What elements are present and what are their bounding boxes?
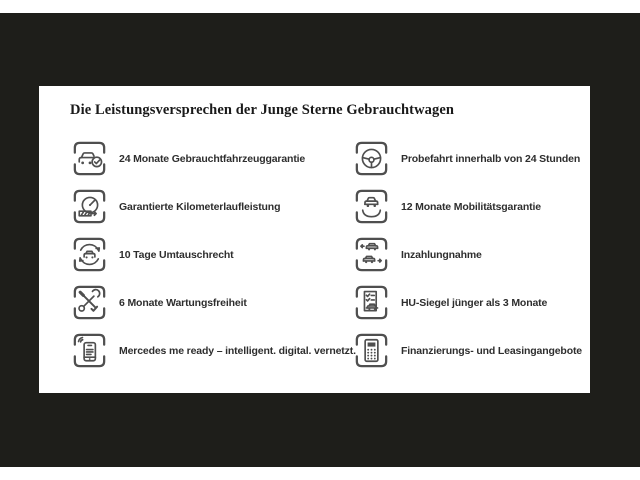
list-item: [350, 137, 582, 180]
item-label: Garantierte Kilometerlaufleistung: [119, 200, 281, 213]
list-item: [68, 329, 356, 372]
list-item: [350, 233, 582, 276]
top-white-strip: [0, 0, 640, 13]
item-label: Finanzierungs- und Leasingangebote: [401, 344, 582, 357]
item-label: 6 Monate Wartungsfreiheit: [119, 296, 247, 309]
car-exchange-icon: [68, 233, 111, 276]
right-column: [350, 137, 582, 377]
cars-trade-icon: [350, 233, 393, 276]
list-item: [350, 281, 582, 324]
item-label: HU-Siegel jünger als 3 Monate: [401, 296, 548, 309]
list-item: [68, 233, 356, 276]
steering-wheel-icon: [350, 137, 393, 180]
item-label: 24 Monate Gebrauchtfahrzeuggarantie: [119, 152, 306, 165]
list-item: [68, 137, 356, 180]
smartphone-icon: [68, 329, 111, 372]
checklist-car-icon: [350, 281, 393, 324]
car-check-icon: [68, 137, 111, 180]
item-label: Inzahlungnahme: [401, 248, 482, 261]
list-item: [68, 281, 356, 324]
list-item: [68, 185, 356, 228]
item-label: 12 Monate Mobilitätsgarantie: [401, 200, 541, 213]
item-label: Mercedes me ready – intelligent. digital. vernetzt.: [119, 344, 356, 357]
calculator-icon: [350, 329, 393, 372]
left-column: [68, 137, 356, 377]
car-hand-icon: [350, 185, 393, 228]
speedometer-icon: [68, 185, 111, 228]
page-title: Die Leistungsversprechen der Junge Sterne Gebrauchtwagen: [70, 102, 455, 118]
item-label: Probefahrt innerhalb von 24 Stunden: [401, 152, 581, 165]
bottom-white-strip: [0, 467, 640, 480]
item-label: 10 Tage Umtauschrecht: [119, 248, 234, 261]
tools-icon: [68, 281, 111, 324]
promises-card: [39, 86, 590, 393]
list-item: [350, 185, 582, 228]
list-item: [350, 329, 582, 372]
